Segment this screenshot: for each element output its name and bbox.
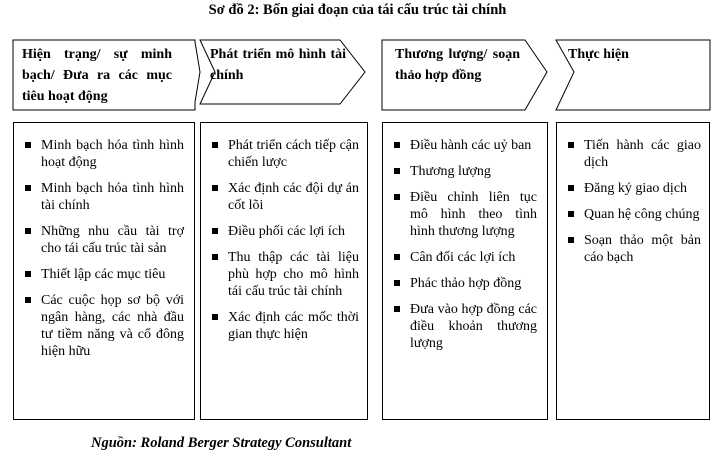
stage-3-box [382,122,548,420]
list-item: Các cuộc họp sơ bộ với ngân hàng, các nhà đầu tư tiềm năng và cổ đông hiện hữu [22,292,184,360]
stage-3-list [391,137,537,352]
list-item: Thu thập các tài liệu phù hợp cho mô hình tái cấu trúc tài chính [209,249,359,300]
list-item: Phát triển cách tiếp cận chiến lược [209,137,359,171]
bullet-icon [212,142,218,148]
stage-1-label: Hiện trạng/ sự minh bạch/ Đưa ra các mục tiêu hoạt động [22,47,172,104]
list-item: Xác định các mốc thời gian thực hiện [209,309,359,343]
bullet-icon [25,185,31,191]
list-item: Thiết lập các mục tiêu [22,266,184,283]
bullet-icon [25,228,31,234]
bullet-icon [394,254,400,260]
stage-2-box [200,122,368,420]
list-item: Cân đối các lợi ích [391,249,537,266]
bullet-icon [394,194,400,200]
bullet-icon [394,142,400,148]
source-caption: Nguồn: Roland Berger Strategy Consultant [91,435,352,451]
bullet-icon [394,280,400,286]
bullet-icon [394,306,400,312]
list-item: Quan hệ công chúng [565,206,701,223]
list-item: Tiến hành các giao dịch [565,137,701,171]
bullet-icon [568,185,574,191]
bullet-icon [394,168,400,174]
list-item: Minh bạch hóa tình hình hoạt động [22,137,184,171]
list-item: Điều chỉnh liên tục mô hình theo tình hình thương lượng [391,189,537,240]
list-item: Thương lượng [391,163,537,180]
bullet-icon [212,228,218,234]
list-item: Phác thảo hợp đồng [391,275,537,292]
list-item: Xác định các đội dự án cốt lõi [209,180,359,214]
list-item: Soạn thảo một bản cáo bạch [565,232,701,266]
list-item: Đưa vào hợp đồng các điều khoản thương lượng [391,301,537,352]
list-item: Điều hành các uỷ ban [391,137,537,154]
stage-2-label: Phát triển mô hình tài chính [210,47,346,83]
stage-1-list [22,137,184,360]
bullet-icon [212,185,218,191]
bullet-icon [568,237,574,243]
list-item: Những nhu cầu tài trợ cho tái cấu trúc tài sản [22,223,184,257]
stage-4-box [556,122,710,420]
stage-1-box [13,122,195,420]
stage-4-list [565,137,701,266]
diagram-title: Sơ đồ 2: Bốn giai đoạn của tái cấu trúc tài chính [208,2,507,18]
bullet-icon [25,297,31,303]
stage-2-list [209,137,359,343]
bullet-icon [25,142,31,148]
bullet-icon [568,142,574,148]
bullet-icon [212,254,218,260]
bullet-icon [568,211,574,217]
list-item: Đăng ký giao dịch [565,180,701,197]
bullet-icon [25,271,31,277]
list-item: Minh bạch hóa tình hình tài chính [22,180,184,214]
stage-3-label: Thương lượng/ soạn thảo hợp đồng [395,47,520,83]
stage-4-label: Thực hiện [568,47,629,62]
bullet-icon [212,314,218,320]
list-item: Điều phối các lợi ích [209,223,359,240]
